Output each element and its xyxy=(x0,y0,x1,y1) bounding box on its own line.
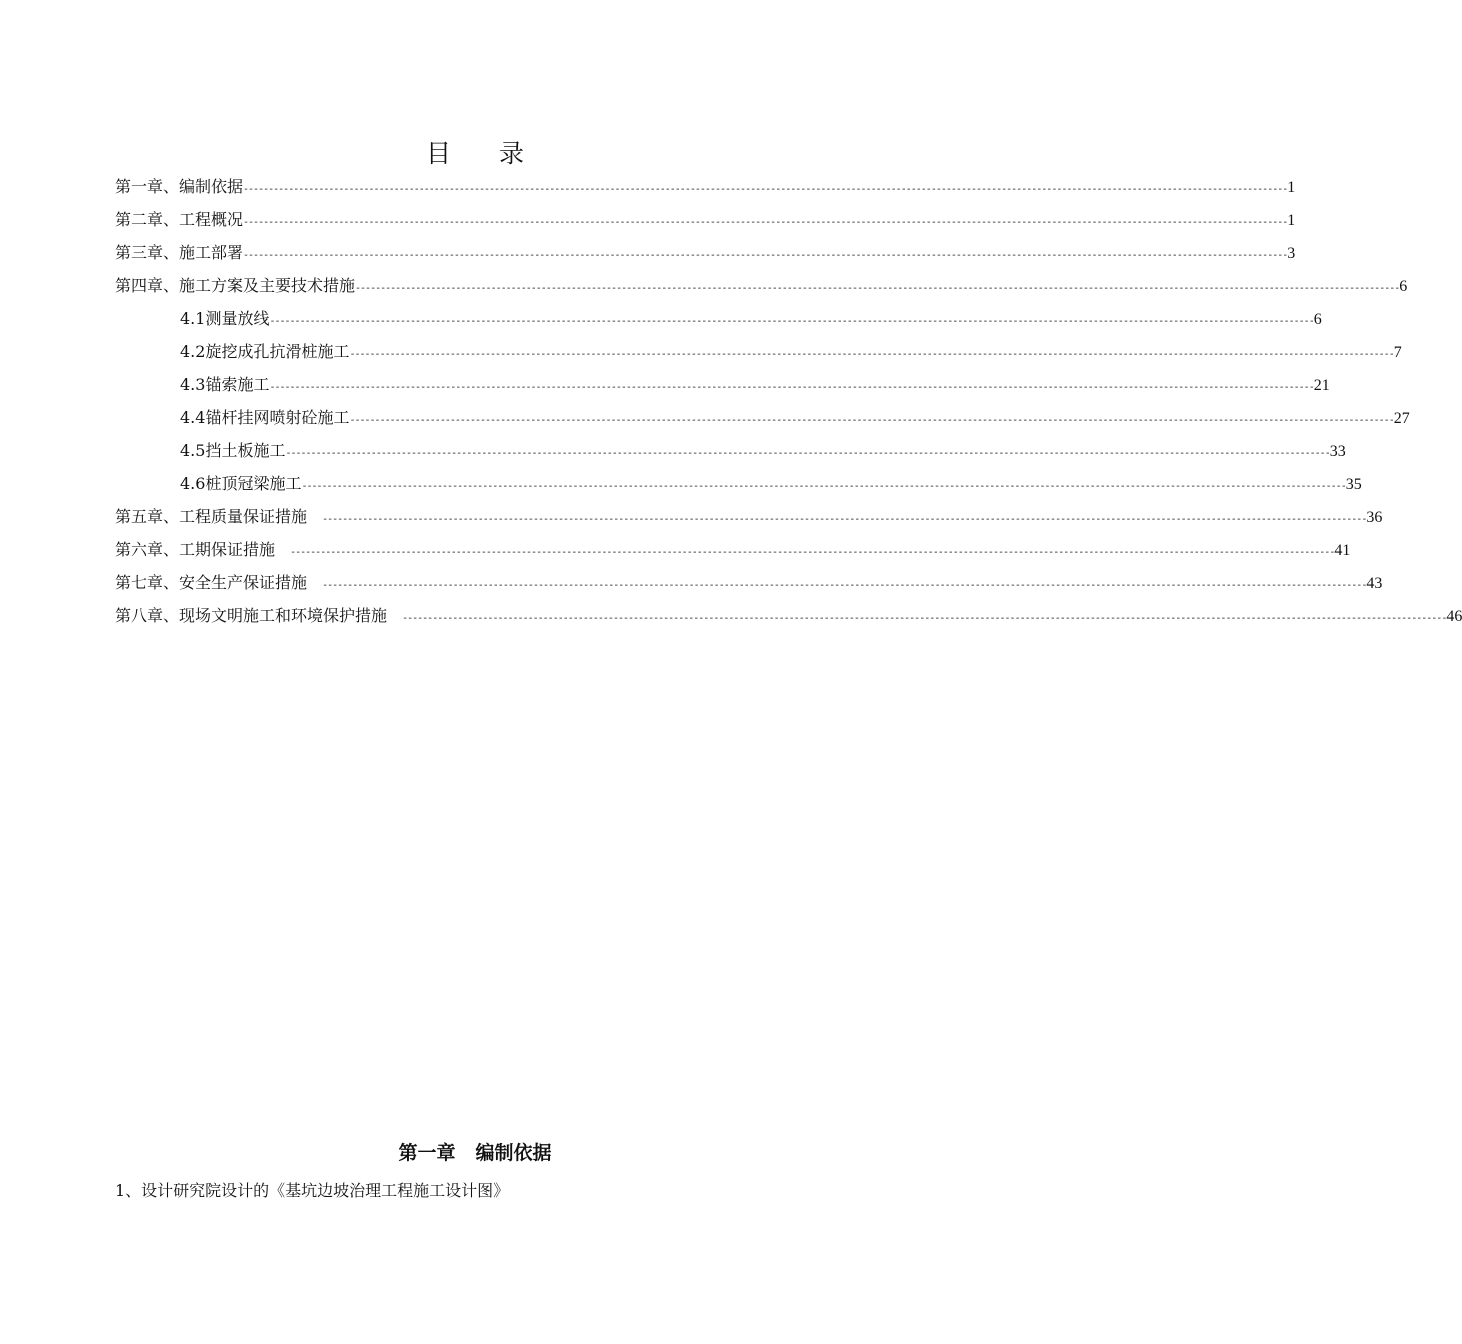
toc-entry-page: 6 xyxy=(1313,311,1322,328)
toc-entry-page: 27 xyxy=(1393,410,1410,427)
body-paragraph: 1、设计研究院设计的《基坑边坡治理工程施工设计图》 xyxy=(115,1181,510,1200)
toc-entry[interactable] xyxy=(115,537,1351,567)
toc-entry[interactable] xyxy=(115,240,1296,270)
toc-entry-label: 4.1测量放线 xyxy=(180,309,270,328)
toc-entry[interactable] xyxy=(115,603,1462,633)
toc-entry[interactable] xyxy=(115,174,1296,204)
toc-entry-page: 35 xyxy=(1345,476,1362,493)
toc-entry-label: 4.3锚索施工 xyxy=(180,375,270,394)
toc-leader-dots: ---------------------------------------------------------------------------------------------------------------------------------------------------------------------------------------------------------------- xyxy=(301,481,1346,492)
toc-entry-page: 1 xyxy=(1287,179,1296,196)
toc-entry-page: 3 xyxy=(1287,245,1296,262)
chapter-heading xyxy=(0,1138,950,1165)
chapter-name: 编制依据 xyxy=(475,1142,552,1164)
toc-entry[interactable] xyxy=(115,273,1408,303)
toc-entry-page: 7 xyxy=(1393,344,1402,361)
toc-title-left: 目 xyxy=(425,139,451,168)
toc-entry-label: 4.6桩顶冠梁施工 xyxy=(180,474,302,493)
toc-entry-page: 41 xyxy=(1334,542,1351,559)
toc-leader-dots: ---------------------------------------------------------------------------------------------------------------------------------------------------------------------------------------------------------------- xyxy=(307,580,1367,591)
toc-entry-label: 第一章、编制依据 xyxy=(115,177,244,196)
toc-entry[interactable] xyxy=(115,504,1383,534)
toc-leader-dots: ---------------------------------------------------------------------------------------------------------------------------------------------------------------------------------------------------------------- xyxy=(269,382,1314,393)
toc-entry-label: 第二章、工程概况 xyxy=(115,210,244,229)
toc-entry-page: 21 xyxy=(1313,377,1330,394)
toc-title xyxy=(0,134,950,170)
toc-leader-dots: ---------------------------------------------------------------------------------------------------------------------------------------------------------------------------------------------------------------- xyxy=(285,448,1330,459)
toc-entry-label: 第六章、工期保证措施 xyxy=(115,540,276,559)
toc-entry[interactable] xyxy=(180,471,1362,501)
toc-entry-label: 4.2旋挖成孔抗滑桩施工 xyxy=(180,342,350,361)
toc-leader-dots: ---------------------------------------------------------------------------------------------------------------------------------------------------------------------------------------------------------------- xyxy=(275,547,1335,558)
toc-entry[interactable] xyxy=(180,372,1330,402)
toc-leader-dots: ---------------------------------------------------------------------------------------------------------------------------------------------------------------------------------------------------------------- xyxy=(243,250,1288,261)
toc-entry[interactable] xyxy=(115,570,1383,600)
toc-entry[interactable] xyxy=(180,339,1402,369)
toc-entry[interactable] xyxy=(180,438,1346,468)
toc-title-right: 录 xyxy=(499,139,525,168)
toc-entry[interactable] xyxy=(180,405,1410,435)
toc-leader-dots: ---------------------------------------------------------------------------------------------------------------------------------------------------------------------------------------------------------------- xyxy=(355,283,1400,294)
toc-leader-dots: ---------------------------------------------------------------------------------------------------------------------------------------------------------------------------------------------------------------- xyxy=(387,613,1447,624)
toc-leader-dots: ---------------------------------------------------------------------------------------------------------------------------------------------------------------------------------------------------------------- xyxy=(349,349,1394,360)
toc-leader-dots: ---------------------------------------------------------------------------------------------------------------------------------------------------------------------------------------------------------------- xyxy=(269,316,1314,327)
toc-entry-page: 43 xyxy=(1366,575,1383,592)
toc-entry-label: 第八章、现场文明施工和环境保护措施 xyxy=(115,606,388,625)
toc-entry-label: 第四章、施工方案及主要技术措施 xyxy=(115,276,356,295)
toc-entry-page: 46 xyxy=(1446,608,1462,625)
toc-entry-page: 33 xyxy=(1329,443,1346,460)
toc-leader-dots: ---------------------------------------------------------------------------------------------------------------------------------------------------------------------------------------------------------------- xyxy=(243,184,1288,195)
toc-entry-label: 4.5挡土板施工 xyxy=(180,441,286,460)
toc-entry-page: 36 xyxy=(1366,509,1383,526)
toc-entry[interactable] xyxy=(115,207,1296,237)
toc-entry-page: 1 xyxy=(1287,212,1296,229)
chapter-number: 第一章 xyxy=(398,1142,456,1164)
toc-entry[interactable] xyxy=(180,306,1322,336)
toc-leader-dots: ---------------------------------------------------------------------------------------------------------------------------------------------------------------------------------------------------------------- xyxy=(243,217,1288,228)
toc-entry-label: 4.4锚杆挂网喷射砼施工 xyxy=(180,408,350,427)
toc-leader-dots: ---------------------------------------------------------------------------------------------------------------------------------------------------------------------------------------------------------------- xyxy=(307,514,1367,525)
toc-entry-label: 第七章、安全生产保证措施 xyxy=(115,573,308,592)
toc-entry-page: 6 xyxy=(1399,278,1408,295)
toc-leader-dots: ---------------------------------------------------------------------------------------------------------------------------------------------------------------------------------------------------------------- xyxy=(349,415,1394,426)
toc-entry-label: 第三章、施工部署 xyxy=(115,243,244,262)
toc-entry-label: 第五章、工程质量保证措施 xyxy=(115,507,308,526)
